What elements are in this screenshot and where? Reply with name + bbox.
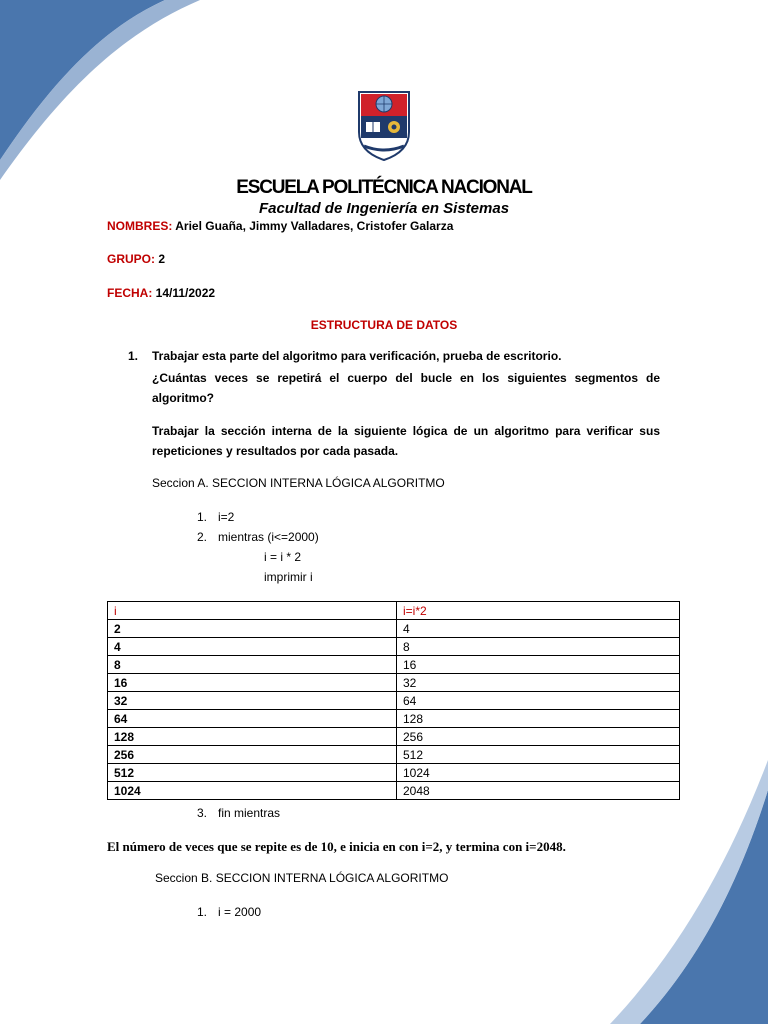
cell-i: 16 bbox=[108, 674, 397, 692]
table-row bbox=[108, 746, 680, 764]
section-b-title: Seccion B. SECCION INTERNA LÓGICA ALGORITMO bbox=[155, 871, 449, 885]
cell-i: 256 bbox=[108, 746, 397, 764]
loop-body-line1: i = i * 2 bbox=[264, 550, 302, 564]
question-line2: ¿Cuántas veces se repetirá el cuerpo del bucle en los siguientes segmentos de algoritmo? bbox=[152, 371, 660, 405]
table-header-result: i=i*2 bbox=[397, 602, 680, 620]
question-number: 1. bbox=[128, 349, 139, 363]
cell-i: 32 bbox=[108, 692, 397, 710]
group-field bbox=[107, 252, 165, 266]
cell-i: 64 bbox=[108, 710, 397, 728]
step2-number: 2. bbox=[197, 530, 208, 544]
cell-i: 8 bbox=[108, 656, 397, 674]
cell-result: 8 bbox=[397, 638, 680, 656]
table-header-i: i bbox=[108, 602, 397, 620]
cell-result: 32 bbox=[397, 674, 680, 692]
group-value: 2 bbox=[158, 252, 166, 266]
group-label: GRUPO: bbox=[107, 252, 155, 266]
university-shield-logo bbox=[356, 90, 412, 162]
top-left-swoosh bbox=[0, 0, 165, 160]
table-header-row bbox=[108, 602, 680, 620]
cell-result: 1024 bbox=[397, 764, 680, 782]
cell-i: 128 bbox=[108, 728, 397, 746]
bottom-right-swoosh bbox=[640, 790, 768, 1024]
table-row bbox=[108, 782, 680, 800]
institution-title: ESCUELA POLITÉCNICA NACIONAL bbox=[236, 177, 532, 198]
cell-result: 512 bbox=[397, 746, 680, 764]
cell-i: 1024 bbox=[108, 782, 397, 800]
question-line1: Trabajar esta parte del algoritmo para verificación, prueba de escritorio. bbox=[152, 349, 562, 363]
top-left-swoosh-light bbox=[0, 0, 200, 180]
faculty-subtitle: Facultad de Ingeniería en Sistemas bbox=[258, 200, 510, 217]
section-b-step1-number: 1. bbox=[197, 905, 208, 919]
names-label: NOMBRES: bbox=[107, 219, 173, 233]
subject-heading: ESTRUCTURA DE DATOS bbox=[310, 318, 458, 332]
date-label: FECHA: bbox=[107, 286, 153, 300]
cell-result: 2048 bbox=[397, 782, 680, 800]
loop-body-line2: imprimir i bbox=[264, 570, 313, 584]
cell-i: 2 bbox=[108, 620, 397, 638]
table-row bbox=[108, 656, 680, 674]
names-field bbox=[107, 219, 453, 233]
table-row bbox=[108, 620, 680, 638]
section-a-title: Seccion A. SECCION INTERNA LÓGICA ALGORITMO bbox=[152, 476, 445, 490]
cell-i: 512 bbox=[108, 764, 397, 782]
table-row bbox=[108, 692, 680, 710]
question-instruction: Trabajar la sección interna de la siguiente lógica de un algoritmo para verificar sus repeticiones y resultados por cada pasada. bbox=[152, 424, 660, 458]
conclusion-text: El número de veces que se repite es de 10, e inicia en con i=2, y termina con i=2048. bbox=[107, 839, 566, 854]
cell-result: 256 bbox=[397, 728, 680, 746]
step1-number: 1. bbox=[197, 510, 208, 524]
table-row bbox=[108, 764, 680, 782]
step3-number: 3. bbox=[197, 806, 208, 820]
section-b-step1-text: i = 2000 bbox=[218, 905, 262, 919]
cell-result: 64 bbox=[397, 692, 680, 710]
step3-text: fin mientras bbox=[218, 806, 281, 820]
table-row bbox=[108, 674, 680, 692]
table-row bbox=[108, 710, 680, 728]
cell-result: 4 bbox=[397, 620, 680, 638]
names-value: Ariel Guaña, Jimmy Valladares, Cristofer Galarza bbox=[175, 219, 454, 233]
table-row bbox=[108, 728, 680, 746]
date-field bbox=[107, 286, 215, 300]
step2-text: mientras (i<=2000) bbox=[218, 530, 319, 544]
trace-table bbox=[107, 601, 680, 800]
date-value: 14/11/2022 bbox=[155, 286, 216, 300]
cell-i: 4 bbox=[108, 638, 397, 656]
cell-result: 16 bbox=[397, 656, 680, 674]
cell-result: 128 bbox=[397, 710, 680, 728]
step1-text: i=2 bbox=[218, 510, 235, 524]
table-row bbox=[108, 638, 680, 656]
